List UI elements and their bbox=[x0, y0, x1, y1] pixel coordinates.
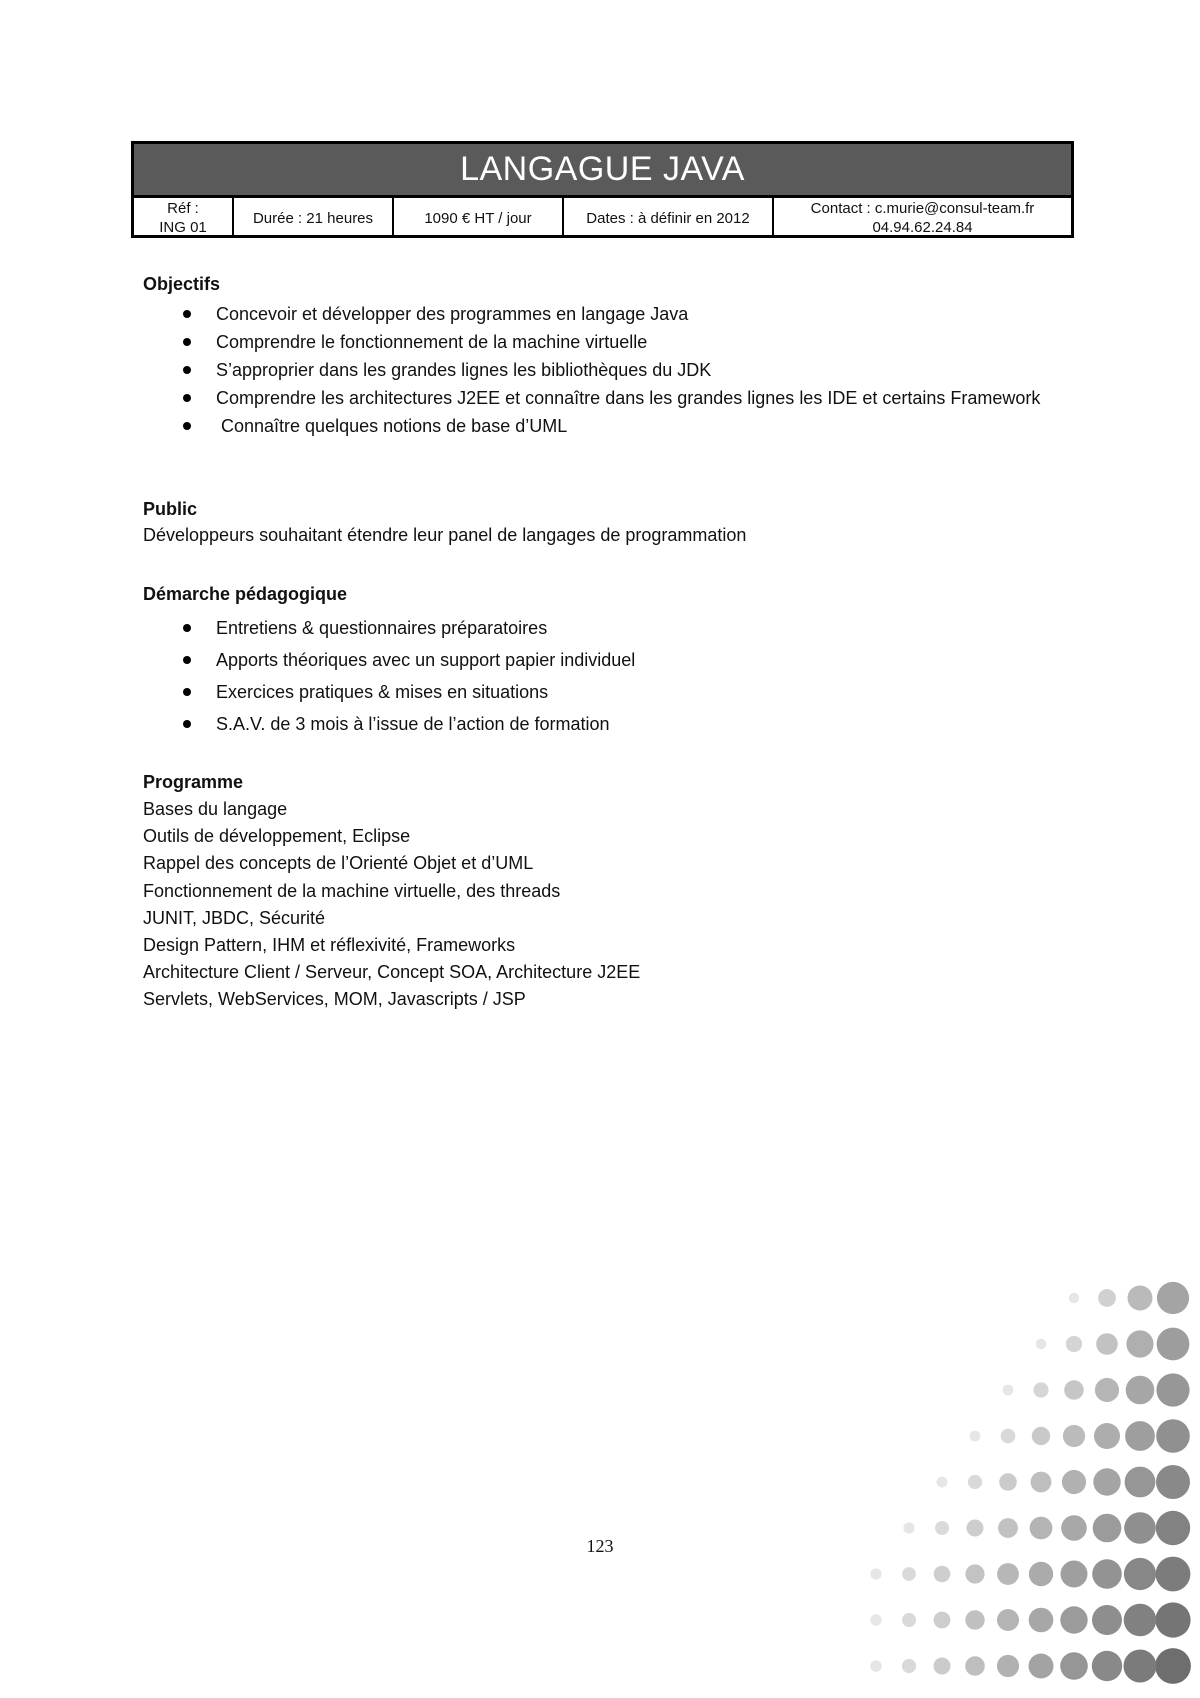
list-item: Comprendre les architectures J2EE et connaître dans les grandes lignes les IDE et certains Framework bbox=[143, 384, 1063, 412]
decorative-dot bbox=[1036, 1339, 1047, 1350]
reference-value: ING 01 bbox=[159, 219, 207, 236]
decorative-dot bbox=[1125, 1467, 1156, 1498]
decorative-dot bbox=[1126, 1376, 1155, 1405]
contact-cell bbox=[774, 198, 1071, 238]
programme-item: Architecture Client / Serveur, Concept SOA, Architecture J2EE bbox=[143, 962, 641, 983]
objectifs-heading: Objectifs bbox=[143, 274, 221, 294]
list-item: Concevoir et développer des programmes en langage Java bbox=[143, 300, 1063, 328]
decorative-dot bbox=[1033, 1382, 1048, 1397]
decorative-dot bbox=[1096, 1333, 1118, 1355]
decorative-dot bbox=[1124, 1512, 1156, 1544]
decorative-dot bbox=[1001, 1429, 1016, 1444]
list-item: S’approprier dans les grandes lignes les bibliothèques du JDK bbox=[143, 356, 1063, 384]
programme-heading: Programme bbox=[143, 772, 244, 792]
decorative-dot bbox=[1066, 1336, 1082, 1352]
list-item: Entretiens & questionnaires préparatoires bbox=[143, 612, 1063, 644]
decorative-dot bbox=[1003, 1385, 1014, 1396]
programme-item: Bases du langage bbox=[143, 799, 288, 819]
decorative-dot bbox=[1061, 1515, 1087, 1541]
decorative-dot bbox=[1157, 1282, 1189, 1314]
decorative-dot bbox=[997, 1655, 1019, 1677]
decorative-dot bbox=[1060, 1652, 1088, 1680]
decorative-dot bbox=[934, 1612, 951, 1629]
public-heading: Public bbox=[143, 499, 198, 519]
decorative-dot bbox=[1125, 1421, 1155, 1451]
dates-text: Dates : à définir en 2012 bbox=[586, 209, 750, 227]
programme-item: Rappel des concepts de l’Orienté Objet et d’UML bbox=[143, 853, 534, 874]
decorative-dot bbox=[1156, 1557, 1191, 1592]
decorative-dot bbox=[1124, 1650, 1157, 1683]
decorative-dot bbox=[997, 1563, 1019, 1585]
contact-phone: 04.94.62.24.84 bbox=[872, 219, 973, 236]
programme-list bbox=[143, 796, 640, 1014]
objectifs-list bbox=[143, 300, 1063, 440]
decorative-dot bbox=[1092, 1559, 1122, 1589]
decorative-dot bbox=[903, 1522, 914, 1533]
decorative-dot bbox=[902, 1659, 916, 1673]
demarche-list bbox=[143, 612, 1063, 740]
decorative-dot bbox=[999, 1473, 1017, 1491]
decorative-dot bbox=[1124, 1558, 1156, 1590]
header-table bbox=[131, 141, 1074, 238]
decorative-dot bbox=[935, 1521, 949, 1535]
decorative-dot bbox=[1029, 1608, 1054, 1633]
demarche-heading: Démarche pédagogique bbox=[143, 584, 348, 604]
decorative-dot bbox=[1061, 1561, 1088, 1588]
decorative-dot bbox=[965, 1656, 985, 1676]
programme-item: Servlets, WebServices, MOM, Javascripts / JSP bbox=[143, 989, 526, 1010]
decorative-dot bbox=[1030, 1517, 1053, 1540]
list-item: Connaître quelques notions de base d’UML bbox=[143, 412, 1063, 440]
decorative-dot bbox=[997, 1609, 1019, 1631]
dates-cell bbox=[564, 198, 774, 238]
decorative-dot bbox=[1126, 1330, 1153, 1357]
list-item: Exercices pratiques & mises en situations bbox=[143, 676, 1063, 708]
decorative-dot bbox=[1156, 1373, 1189, 1406]
decorative-dot bbox=[1124, 1604, 1157, 1637]
decorative-dot bbox=[1156, 1511, 1190, 1545]
decorative-dot bbox=[968, 1475, 982, 1489]
decorative-dot bbox=[1093, 1514, 1122, 1543]
decorative-dot bbox=[1156, 1419, 1190, 1453]
decorative-dot bbox=[934, 1566, 951, 1583]
decorative-dot bbox=[1060, 1606, 1087, 1633]
price-cell bbox=[394, 198, 564, 238]
decorative-dot bbox=[1029, 1562, 1053, 1586]
decorative-dot bbox=[902, 1567, 916, 1581]
course-title: LANGAGUE JAVA bbox=[134, 144, 1071, 198]
page-number: 123 bbox=[586, 1536, 614, 1556]
decorative-dot bbox=[1156, 1465, 1190, 1499]
decorative-dot bbox=[934, 1658, 951, 1675]
decorative-dot bbox=[970, 1431, 981, 1442]
decorative-dot bbox=[1062, 1470, 1086, 1494]
decorative-dot bbox=[1098, 1289, 1116, 1307]
bullet-icon bbox=[183, 422, 191, 430]
decorative-dot bbox=[1092, 1605, 1122, 1635]
decorative-dot bbox=[965, 1564, 984, 1583]
list-item: Apports théoriques avec un support papier individuel bbox=[143, 644, 1063, 676]
decorative-dot bbox=[1063, 1425, 1085, 1447]
decorative-dot bbox=[1094, 1423, 1120, 1449]
public-text: Développeurs souhaitant étendre leur panel de langages de programmation bbox=[143, 525, 747, 545]
decorative-dot bbox=[1155, 1602, 1190, 1637]
decorative-dot bbox=[1032, 1427, 1050, 1445]
programme-item: JUNIT, JBDC, Sécurité bbox=[143, 907, 326, 928]
duration-text: Durée : 21 heures bbox=[252, 209, 374, 227]
decorative-dots-pattern bbox=[860, 1280, 1200, 1698]
decorative-dot bbox=[870, 1568, 881, 1579]
bullet-icon bbox=[183, 624, 191, 632]
reference-label: Réf : bbox=[167, 200, 199, 217]
decorative-dot bbox=[1092, 1651, 1122, 1681]
duration-cell bbox=[234, 198, 394, 238]
programme-item: Design Pattern, IHM et réflexivité, Frameworks bbox=[143, 935, 516, 956]
decorative-dot bbox=[870, 1660, 882, 1672]
bullet-icon bbox=[183, 338, 191, 346]
decorative-dot bbox=[1155, 1648, 1191, 1684]
decorative-dot bbox=[1095, 1378, 1119, 1402]
bullet-icon bbox=[183, 310, 191, 318]
decorative-dot bbox=[1128, 1286, 1153, 1311]
bullet-icon bbox=[183, 720, 191, 728]
decorative-dot bbox=[870, 1614, 881, 1625]
bullet-icon bbox=[183, 688, 191, 696]
price-text: 1090 € HT / jour bbox=[424, 209, 532, 227]
bullet-icon bbox=[183, 366, 191, 374]
programme-item: Outils de développement, Eclipse bbox=[143, 826, 411, 847]
bullet-icon bbox=[183, 394, 191, 402]
bullet-icon bbox=[183, 656, 191, 664]
list-item: S.A.V. de 3 mois à l’issue de l’action de formation bbox=[143, 708, 1063, 740]
decorative-dot bbox=[1029, 1654, 1054, 1679]
decorative-dot bbox=[902, 1613, 916, 1627]
reference-cell bbox=[134, 198, 234, 238]
decorative-dot bbox=[965, 1610, 984, 1629]
list-item: Comprendre le fonctionnement de la machine virtuelle bbox=[143, 328, 1063, 356]
decorative-dot bbox=[967, 1520, 984, 1537]
header-info-row bbox=[134, 198, 1071, 238]
decorative-dot bbox=[937, 1477, 948, 1488]
contact-email[interactable]: Contact : c.murie@consul-team.fr bbox=[810, 200, 1035, 217]
decorative-dot bbox=[998, 1518, 1018, 1538]
decorative-dot bbox=[1069, 1293, 1079, 1303]
decorative-dot bbox=[1064, 1380, 1084, 1400]
programme-item: Fonctionnement de la machine virtuelle, des threads bbox=[143, 880, 561, 901]
decorative-dot bbox=[1031, 1472, 1052, 1493]
decorative-dot bbox=[1157, 1328, 1190, 1361]
decorative-dot bbox=[1093, 1468, 1120, 1495]
